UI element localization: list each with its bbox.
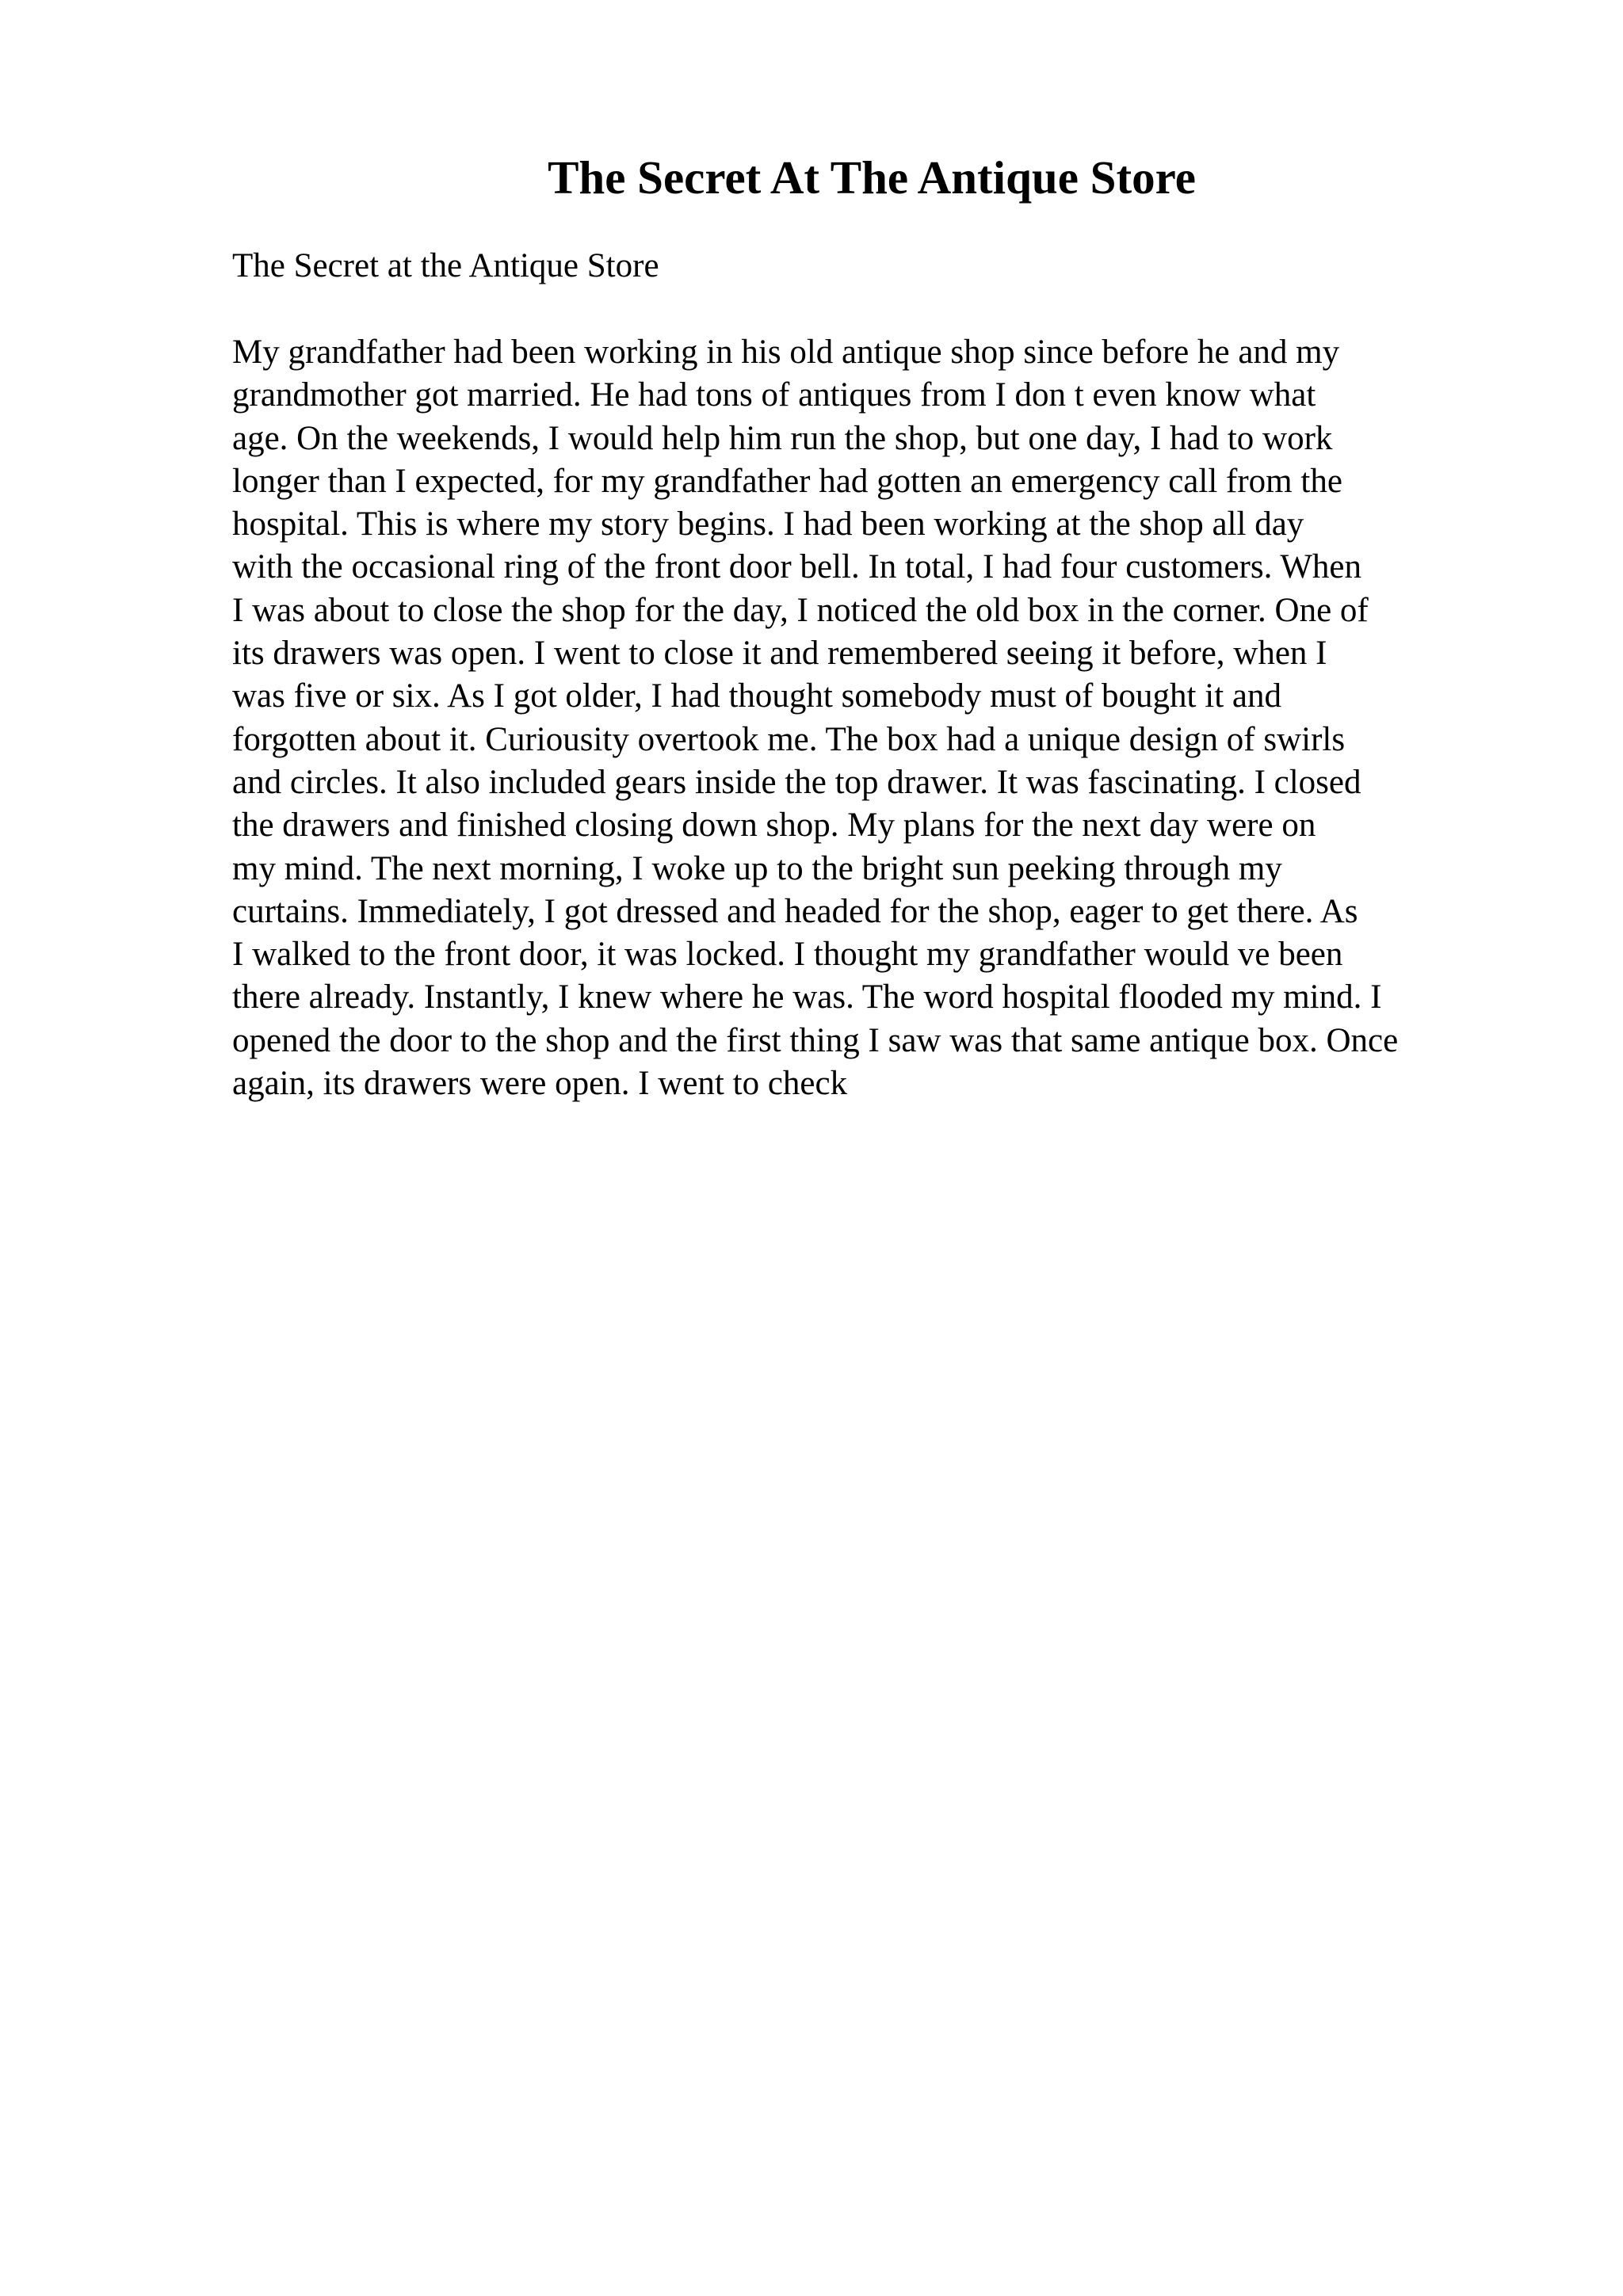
body-line: with the occasional ring of the front door bell. In total, I had four customers. When	[232, 548, 1361, 586]
body-line: I was about to close the shop for the day, I noticed the old box in the corner. One of	[232, 591, 1369, 629]
body-line: curtains. Immediately, I got dressed and headed for the shop, eager to get there. As	[232, 892, 1358, 930]
body-line: my mind. The next morning, I woke up to the bright sun peeking through my	[232, 849, 1282, 887]
body-line: was five or six. As I got older, I had thought somebody must of bought it and	[232, 677, 1281, 715]
body-line: I walked to the front door, it was locked. I thought my grandfather would ve been	[232, 936, 1343, 974]
body-line: grandmother got married. He had tons of antiques from I don t even know what	[232, 376, 1316, 414]
document-body	[232, 331, 1532, 1105]
body-line: longer than I expected, for my grandfather had gotten an emergency call from the	[232, 462, 1342, 500]
body-line: again, its drawers were open. I went to check	[232, 1065, 848, 1103]
document-title: The Secret At The Antique Store	[548, 151, 1196, 204]
body-line: forgotten about it. Curiousity overtook me. The box had a unique design of swirls	[232, 720, 1346, 758]
body-line: its drawers was open. I went to close it and remembered seeing it before, when I	[232, 635, 1327, 673]
body-line: opened the door to the shop and the first thing I saw was that same antique box. Once	[232, 1021, 1399, 1059]
body-line: and circles. It also included gears inside the top drawer. It was fascinating. I closed	[232, 763, 1361, 801]
body-line: My grandfather had been working in his old antique shop since before he and my	[232, 334, 1340, 371]
document-subtitle: The Secret at the Antique Store	[232, 247, 659, 284]
body-line: hospital. This is where my story begins. I had been working at the shop all day	[232, 505, 1304, 543]
body-line: age. On the weekends, I would help him run the shop, but one day, I had to work	[232, 419, 1333, 457]
body-line: there already. Instantly, I knew where he was. The word hospital flooded my mind. I	[232, 978, 1382, 1016]
body-line: the drawers and finished closing down shop. My plans for the next day were on	[232, 807, 1316, 845]
